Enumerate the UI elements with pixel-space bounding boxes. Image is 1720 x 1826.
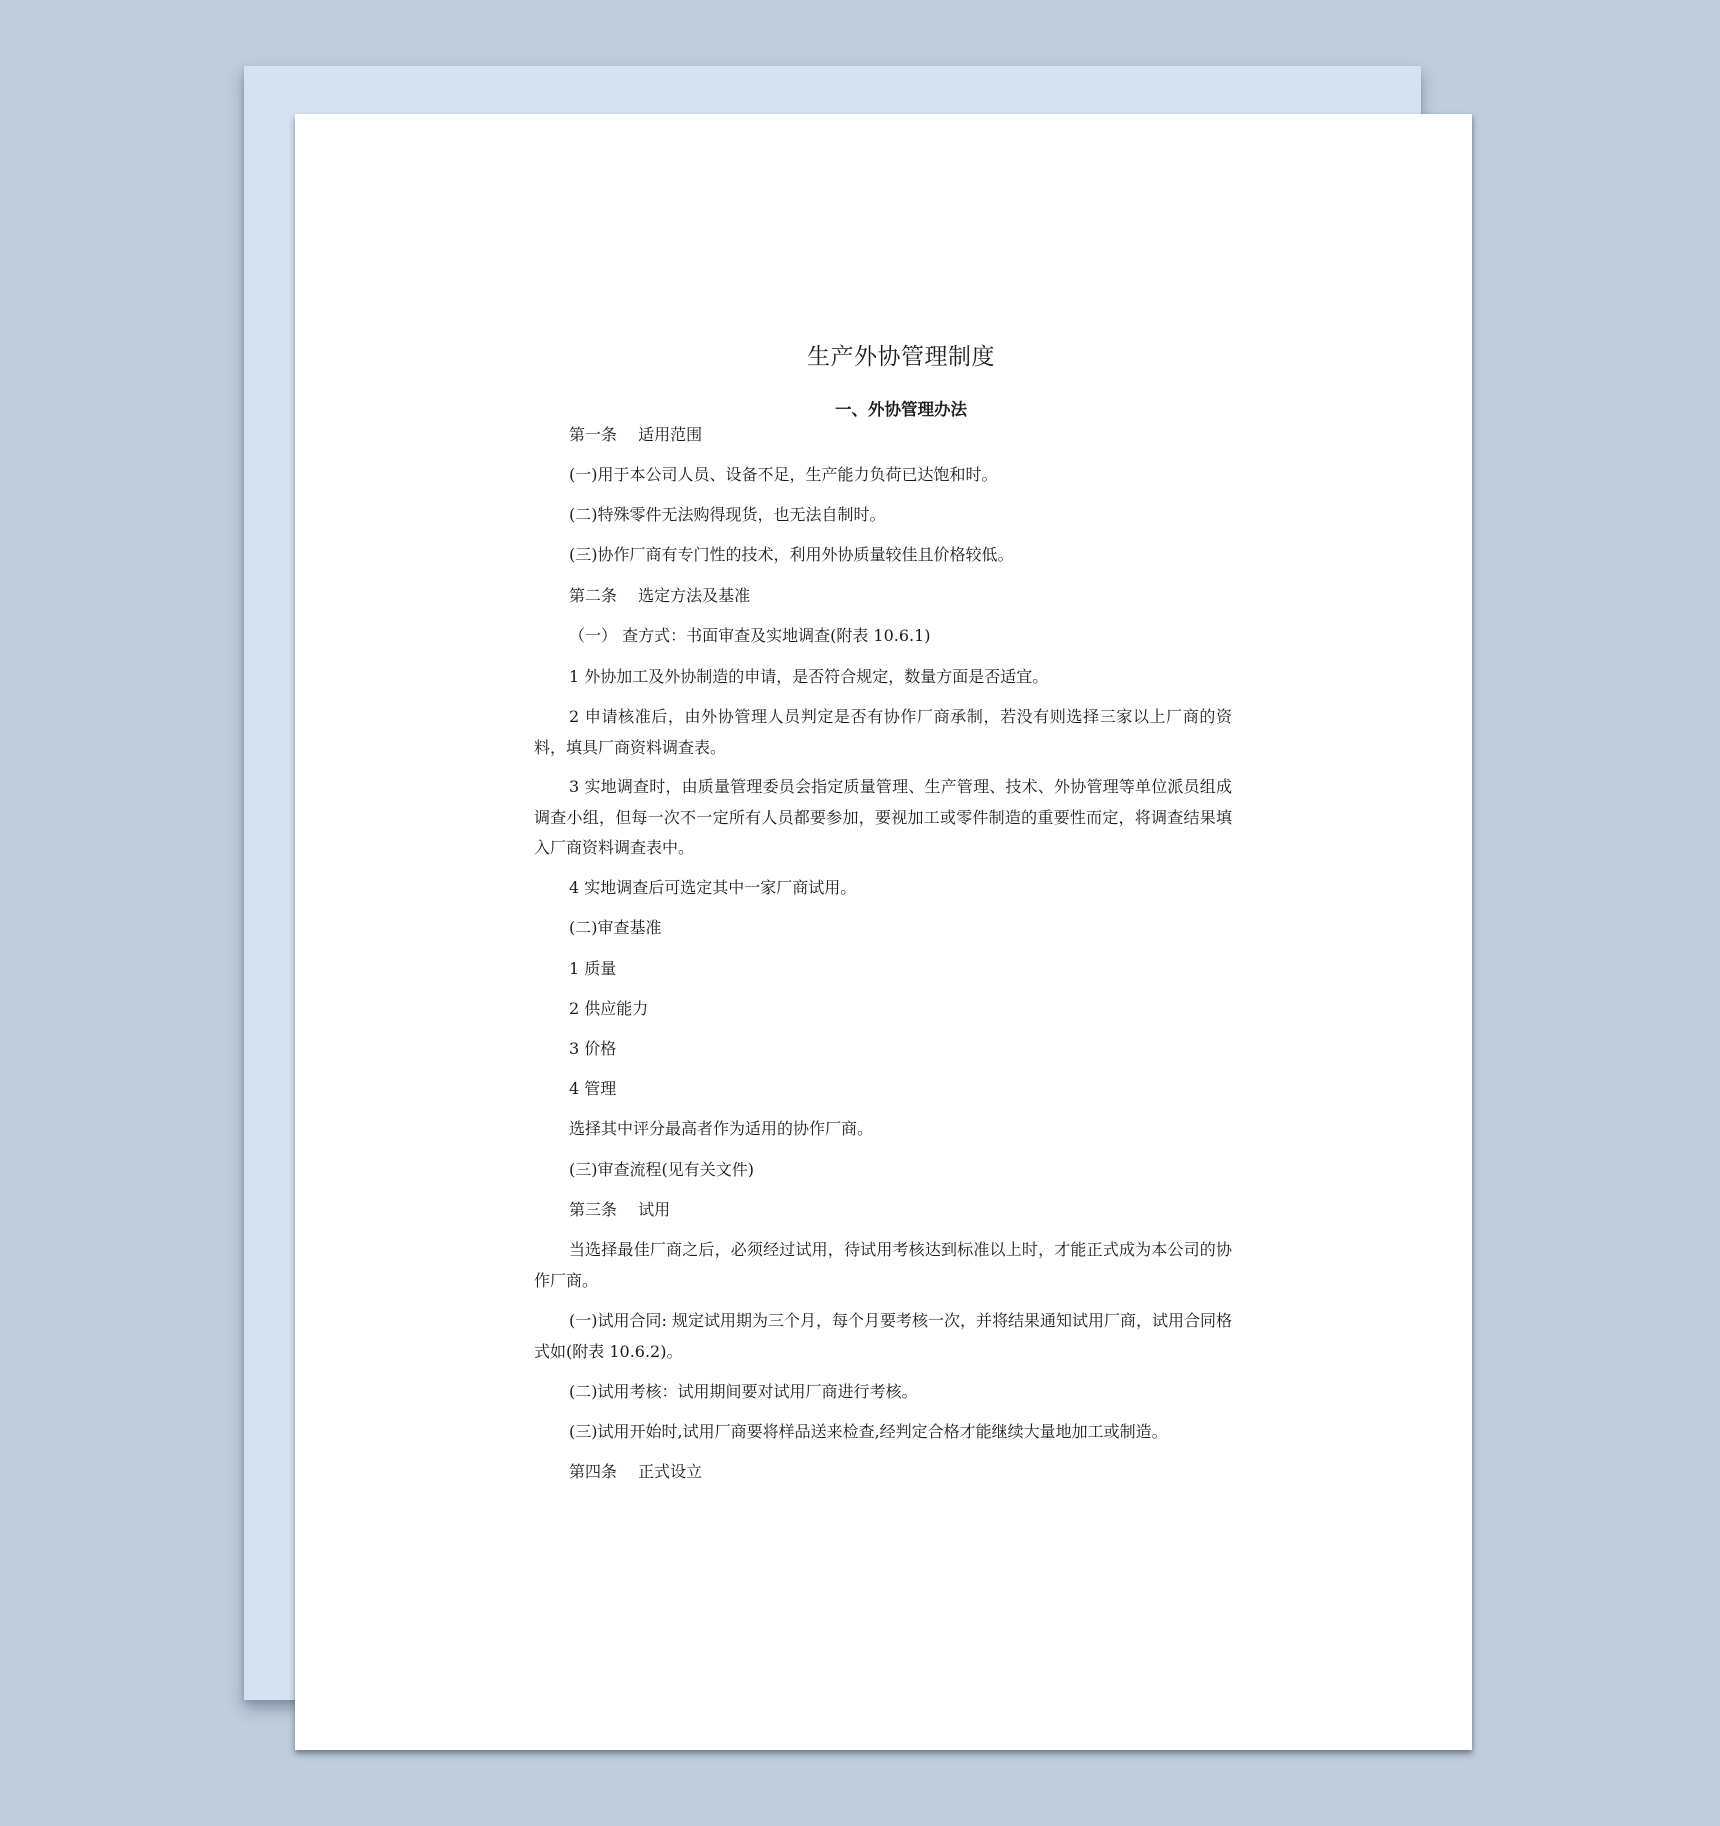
article-4-heading: 第四条 正式设立 (569, 1462, 703, 1481)
paragraph: （一） 查方式：书面审查及实地调查(附表 10.6.1) (569, 626, 931, 645)
paragraph: (一)用于本公司人员、设备不足，生产能力负荷已达饱和时。 (569, 465, 998, 484)
paragraph: (三)试用开始时,试用厂商要将样品送来检查,经判定合格才能继续大量地加工或制造。 (569, 1422, 1168, 1441)
paragraph: (二)特殊零件无法购得现货，也无法自制时。 (569, 505, 886, 524)
paragraph: 当选择最佳厂商之后，必须经过试用，待试用考核达到标准以上时，才能正式成为本公司的协作厂商。 (534, 1240, 1232, 1290)
paragraph: 4 实地调查后可选定其中一家厂商试用。 (569, 878, 857, 897)
paragraph: 1 外协加工及外协制造的申请，是否符合规定，数量方面是否适宜。 (569, 667, 1049, 686)
article-3-heading: 第三条 试用 (569, 1200, 671, 1219)
article-2-heading: 第二条 选定方法及基准 (569, 586, 751, 605)
article-1-heading: 第一条 适用范围 (569, 425, 703, 444)
paragraph: (三)审查流程(见有关文件) (569, 1160, 754, 1179)
list-item: 3 价格 (569, 1039, 617, 1058)
paragraph: (二)试用考核：试用期间要对试用厂商进行考核。 (569, 1382, 918, 1401)
paragraph: 选择其中评分最高者作为适用的协作厂商。 (569, 1119, 874, 1138)
list-item: 2 供应能力 (569, 999, 649, 1018)
document-title: 生产外协管理制度 (807, 344, 995, 370)
section-heading: 一、外协管理办法 (835, 400, 967, 419)
paragraph: (二)审查基准 (569, 918, 662, 937)
paragraph: (一)试用合同: 规定试用期为三个月，每个月要考核一次，并将结果通知试用厂商，试用合同格式如(附表 10.6.2)。 (534, 1311, 1232, 1361)
paragraph: 3 实地调查时，由质量管理委员会指定质量管理、生产管理、技术、外协管理等单位派员组成调查小组，但每一次不一定所有人员都要参加，要视加工或零件制造的重要性而定，将调查结果填入厂商资料调查表中。 (534, 777, 1232, 857)
list-item: 1 质量 (569, 959, 617, 978)
paragraph: 2 申请核准后，由外协管理人员判定是否有协作厂商承制，若没有则选择三家以上厂商的资料，填具厂商资料调查表。 (534, 707, 1232, 757)
paragraph: (三)协作厂商有专门性的技术，利用外协质量较佳且价格较低。 (569, 545, 1014, 564)
document-page (295, 114, 1472, 1750)
list-item: 4 管理 (569, 1079, 617, 1098)
